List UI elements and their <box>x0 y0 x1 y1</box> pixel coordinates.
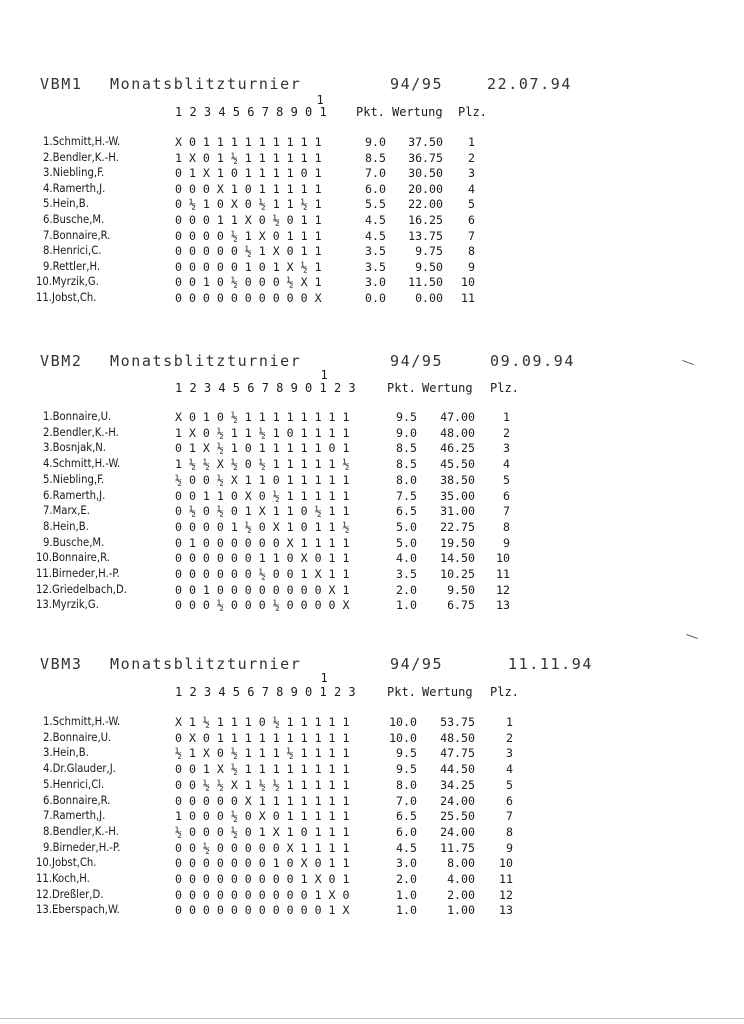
place-value: 3 <box>468 166 475 180</box>
rating-value: 22.00 <box>408 197 443 211</box>
rating-value: 48.50 <box>440 731 475 745</box>
table-row <box>0 841 744 857</box>
rating-header: Wertung <box>422 381 473 395</box>
rating-value: 30.50 <box>408 166 443 180</box>
player-name: 1.Schmitt,H.-W. <box>43 715 121 728</box>
rating-value: 45.50 <box>440 457 475 471</box>
points-value: 8.0 <box>396 778 417 792</box>
tournament-name: Monatsblitzturnier <box>110 352 302 370</box>
rating-value: 53.75 <box>440 715 475 729</box>
place-value: 10 <box>499 856 513 870</box>
rating-value: 8.00 <box>447 856 475 870</box>
points-value: 6.5 <box>396 809 417 823</box>
player-name: 10.Jobst,Ch. <box>36 856 97 869</box>
result-cells: 0 0 0 0 0 X 1 1 1 1 1 1 1 <box>175 794 350 808</box>
result-cells: X 0 1 0 ½ 1 1 1 1 1 1 1 1 <box>175 410 350 424</box>
place-value: 1 <box>468 135 475 149</box>
points-value: 5.5 <box>365 197 386 211</box>
place-value: 12 <box>496 583 510 597</box>
points-value: 2.0 <box>396 583 417 597</box>
rating-value: 34.25 <box>440 778 475 792</box>
rating-value: 2.00 <box>447 888 475 902</box>
place-header: Plz. <box>490 685 519 699</box>
result-cells: 0 1 0 0 0 0 0 0 X 1 1 1 1 <box>175 536 350 550</box>
player-name: 8.Bendler,K.-H. <box>43 825 119 838</box>
rating-value: 24.00 <box>440 825 475 839</box>
rating-value: 47.75 <box>440 746 475 760</box>
result-cells: 1 X 0 ½ 1 1 ½ 1 0 1 1 1 1 <box>175 426 350 440</box>
points-value: 10.0 <box>389 731 417 745</box>
result-cells: X 1 ½ 1 1 1 0 ½ 1 1 1 1 1 <box>175 715 350 729</box>
points-value: 6.0 <box>365 182 386 196</box>
place-value: 2 <box>468 151 475 165</box>
rating-value: 11.75 <box>440 841 475 855</box>
player-name: 2.Bendler,K.-H. <box>43 426 119 439</box>
place-value: 6 <box>506 794 513 808</box>
points-value: 5.0 <box>396 520 417 534</box>
points-value: 9.5 <box>396 746 417 760</box>
place-value: 9 <box>468 260 475 274</box>
points-value: 4.0 <box>396 551 417 565</box>
place-value: 5 <box>503 473 510 487</box>
place-value: 1 <box>503 410 510 424</box>
player-name: 8.Henrici,C. <box>43 244 102 257</box>
player-name: 11.Birneder,H.-P. <box>36 567 120 580</box>
result-cells: 0 0 0 0 1 ½ 0 X 1 0 1 1 ½ <box>175 520 350 534</box>
tournament-date: 09.09.94 <box>490 352 576 370</box>
column-tens-digit: 1 <box>320 671 328 685</box>
tournament-season: 94/95 <box>390 75 444 93</box>
player-name: 1.Bonnaire,U. <box>43 410 112 423</box>
place-value: 11 <box>461 291 475 305</box>
player-name: 6.Busche,M. <box>43 213 105 226</box>
rating-value: 44.50 <box>440 762 475 776</box>
result-cells: 0 0 1 1 0 X 0 ½ 1 1 1 1 1 <box>175 489 350 503</box>
place-value: 13 <box>499 903 513 917</box>
points-value: 9.5 <box>396 410 417 424</box>
result-cells: 0 0 1 0 ½ 0 0 0 ½ X 1 <box>175 275 322 289</box>
player-name: 12.Dreßler,D. <box>36 888 104 901</box>
result-cells: ½ 1 X 0 ½ 1 1 1 ½ 1 1 1 1 <box>175 746 350 760</box>
player-name: 5.Niebling,F. <box>43 473 105 486</box>
rating-value: 13.75 <box>408 229 443 243</box>
rating-value: 24.00 <box>440 794 475 808</box>
table-row <box>0 856 744 872</box>
rating-value: 10.25 <box>440 567 475 581</box>
points-value: 0.0 <box>365 291 386 305</box>
table-row <box>0 872 744 888</box>
tournament-season: 94/95 <box>390 352 444 370</box>
rating-value: 16.25 <box>408 213 443 227</box>
rating-value: 31.00 <box>440 504 475 518</box>
place-value: 2 <box>506 731 513 745</box>
points-value: 8.0 <box>396 473 417 487</box>
points-value: 8.5 <box>396 457 417 471</box>
points-value: 4.5 <box>365 229 386 243</box>
place-value: 3 <box>506 746 513 760</box>
place-value: 6 <box>503 489 510 503</box>
place-value: 2 <box>503 426 510 440</box>
rating-value: 48.00 <box>440 426 475 440</box>
place-value: 1 <box>506 715 513 729</box>
rating-value: 25.50 <box>440 809 475 823</box>
place-value: 9 <box>503 536 510 550</box>
result-cells: 0 0 0 0 0 ½ 1 X 0 1 1 <box>175 244 322 258</box>
result-cells: 0 0 0 0 0 0 0 1 0 X 0 1 1 <box>175 856 350 870</box>
place-value: 4 <box>468 182 475 196</box>
player-name: 3.Bosnjak,N. <box>43 441 106 454</box>
points-header: Pkt. <box>356 105 385 119</box>
points-header: Pkt. <box>387 685 416 699</box>
table-row <box>0 715 744 731</box>
table-row <box>0 809 744 825</box>
points-value: 4.5 <box>396 841 417 855</box>
player-name: 6.Ramerth,J. <box>43 489 106 502</box>
column-numbers-header: 1 2 3 4 5 6 7 8 9 0 1 <box>175 105 327 119</box>
rating-header: Wertung <box>392 105 443 119</box>
points-value: 7.0 <box>396 794 417 808</box>
tournament-code: VBM2 <box>40 352 83 370</box>
rating-value: 6.75 <box>447 598 475 612</box>
table-row <box>0 731 744 747</box>
player-name: 4.Ramerth,J. <box>43 182 106 195</box>
player-name: 3.Hein,B. <box>43 746 89 759</box>
page-bottom-edge <box>0 1018 744 1019</box>
rating-value: 14.50 <box>440 551 475 565</box>
player-name: 4.Dr.Glauder,J. <box>43 762 116 775</box>
player-name: 11.Jobst,Ch. <box>36 291 97 304</box>
place-value: 9 <box>506 841 513 855</box>
rating-value: 37.50 <box>408 135 443 149</box>
place-value: 3 <box>503 441 510 455</box>
result-cells: 0 0 ½ 0 0 0 0 0 X 1 1 1 1 <box>175 841 350 855</box>
rating-value: 9.50 <box>415 260 443 274</box>
rating-value: 4.00 <box>447 872 475 886</box>
player-name: 5.Hein,B. <box>43 197 89 210</box>
rating-value: 11.50 <box>408 275 443 289</box>
points-value: 1.0 <box>396 598 417 612</box>
result-cells: 0 0 1 0 0 0 0 0 0 0 0 X 1 <box>175 583 350 597</box>
rating-value: 19.50 <box>440 536 475 550</box>
place-value: 5 <box>468 197 475 211</box>
player-name: 6.Bonnaire,R. <box>43 794 111 807</box>
rating-value: 46.25 <box>440 441 475 455</box>
player-name: 4.Schmitt,H.-W. <box>43 457 121 470</box>
tournament-name: Monatsblitzturnier <box>110 75 302 93</box>
player-name: 1.Schmitt,H.-W. <box>43 135 121 148</box>
points-value: 9.0 <box>396 426 417 440</box>
points-value: 3.0 <box>365 275 386 289</box>
tournament-code: VBM3 <box>40 655 83 673</box>
rating-value: 22.75 <box>440 520 475 534</box>
column-numbers-header: 1 2 3 4 5 6 7 8 9 0 1 2 3 <box>175 685 356 699</box>
rating-header: Wertung <box>422 685 473 699</box>
player-name: 7.Bonnaire,R. <box>43 229 111 242</box>
place-value: 8 <box>506 825 513 839</box>
rating-value: 35.00 <box>440 489 475 503</box>
result-cells: 0 0 0 1 1 X 0 ½ 0 1 1 <box>175 213 322 227</box>
table-row <box>0 794 744 810</box>
points-header: Pkt. <box>387 381 416 395</box>
column-numbers-header: 1 2 3 4 5 6 7 8 9 0 1 2 3 <box>175 381 356 395</box>
place-value: 6 <box>468 213 475 227</box>
points-value: 7.5 <box>396 489 417 503</box>
result-cells: 0 1 X ½ 1 0 1 1 1 1 1 0 1 <box>175 441 350 455</box>
result-cells: 0 ½ 1 0 X 0 ½ 1 1 ½ 1 <box>175 197 322 211</box>
place-value: 11 <box>496 567 510 581</box>
column-tens-digit: 1 <box>316 93 324 107</box>
result-cells: 0 0 ½ ½ X 1 ½ ½ 1 1 1 1 1 <box>175 778 350 792</box>
result-cells: 0 0 0 0 0 1 0 1 X ½ 1 <box>175 260 322 274</box>
result-cells: 0 0 0 0 0 0 1 1 0 X 0 1 1 <box>175 551 350 565</box>
player-name: 9.Busche,M. <box>43 536 105 549</box>
tournament-code: VBM1 <box>40 75 83 93</box>
points-value: 9.5 <box>396 762 417 776</box>
place-value: 4 <box>506 762 513 776</box>
points-value: 5.0 <box>396 536 417 550</box>
result-cells: 1 X 0 1 ½ 1 1 1 1 1 1 <box>175 151 322 165</box>
result-cells: 0 0 0 X 1 0 1 1 1 1 1 <box>175 182 322 196</box>
rating-value: 47.00 <box>440 410 475 424</box>
rating-value: 38.50 <box>440 473 475 487</box>
result-cells: 0 0 0 ½ 0 0 0 ½ 0 0 0 0 X <box>175 598 350 612</box>
place-value: 10 <box>461 275 475 289</box>
result-cells: 0 0 0 0 0 0 ½ 0 0 1 X 1 1 <box>175 567 350 581</box>
place-value: 7 <box>503 504 510 518</box>
points-value: 2.0 <box>396 872 417 886</box>
result-cells: 0 0 1 X ½ 1 1 1 1 1 1 1 1 <box>175 762 350 776</box>
place-value: 5 <box>506 778 513 792</box>
player-name: 7.Ramerth,J. <box>43 809 106 822</box>
rating-value: 20.00 <box>408 182 443 196</box>
table-row <box>0 825 744 841</box>
rating-value: 0.00 <box>415 291 443 305</box>
tournament-season: 94/95 <box>390 655 444 673</box>
place-header: Plz. <box>458 105 487 119</box>
player-name: 10.Myrzik,G. <box>36 275 99 288</box>
player-name: 13.Eberspach,W. <box>36 903 120 916</box>
result-cells: 0 0 0 0 0 0 0 0 0 0 0 1 X <box>175 903 350 917</box>
place-value: 8 <box>468 244 475 258</box>
player-name: 3.Niebling,F. <box>43 166 105 179</box>
place-value: 13 <box>496 598 510 612</box>
result-cells: 0 X 0 1 1 1 1 1 1 1 1 1 1 <box>175 731 350 745</box>
points-value: 7.0 <box>365 166 386 180</box>
table-row <box>0 903 744 919</box>
player-name: 11.Koch,H. <box>36 872 90 885</box>
points-value: 3.0 <box>396 856 417 870</box>
tournament-date: 11.11.94 <box>508 655 594 673</box>
player-name: 2.Bendler,K.-H. <box>43 151 119 164</box>
player-name: 5.Henrici,Cl. <box>43 778 105 791</box>
points-value: 3.5 <box>365 244 386 258</box>
tournament-date: 22.07.94 <box>487 75 573 93</box>
result-cells: 0 1 X 1 0 1 1 1 1 0 1 <box>175 166 322 180</box>
place-value: 7 <box>506 809 513 823</box>
column-tens-digit: 1 <box>320 368 328 382</box>
points-value: 1.0 <box>396 903 417 917</box>
points-value: 6.5 <box>396 504 417 518</box>
place-value: 8 <box>503 520 510 534</box>
rating-value: 36.75 <box>408 151 443 165</box>
player-name: 2.Bonnaire,U. <box>43 731 112 744</box>
table-row <box>0 762 744 778</box>
points-value: 1.0 <box>396 888 417 902</box>
player-name: 7.Marx,E. <box>43 504 90 517</box>
table-row <box>0 888 744 904</box>
player-name: 9.Birneder,H.-P. <box>43 841 121 854</box>
points-value: 4.5 <box>365 213 386 227</box>
result-cells: ½ 0 0 0 ½ 0 1 X 1 0 1 1 1 <box>175 825 350 839</box>
place-header: Plz. <box>490 381 519 395</box>
points-value: 6.0 <box>396 825 417 839</box>
result-cells: 0 0 0 0 0 0 0 0 0 1 X 0 1 <box>175 872 350 886</box>
result-cells: ½ 0 0 ½ X 1 1 0 1 1 1 1 1 <box>175 473 350 487</box>
place-value: 10 <box>496 551 510 565</box>
table-row <box>0 778 744 794</box>
place-value: 12 <box>499 888 513 902</box>
result-cells: 0 0 0 0 0 0 0 0 0 0 X <box>175 291 322 305</box>
result-cells: 0 0 0 0 0 0 0 0 0 0 1 X 0 <box>175 888 350 902</box>
player-name: 10.Bonnaire,R. <box>36 551 110 564</box>
tournament-name: Monatsblitzturnier <box>110 655 302 673</box>
result-cells: 0 0 0 0 ½ 1 X 0 1 1 1 <box>175 229 322 243</box>
player-name: 8.Hein,B. <box>43 520 89 533</box>
result-cells: 1 0 0 0 ½ 0 X 0 1 1 1 1 1 <box>175 809 350 823</box>
points-value: 8.5 <box>396 441 417 455</box>
points-value: 3.5 <box>396 567 417 581</box>
points-value: 3.5 <box>365 260 386 274</box>
place-value: 11 <box>499 872 513 886</box>
rating-value: 9.50 <box>447 583 475 597</box>
points-value: 10.0 <box>389 715 417 729</box>
player-name: 9.Rettler,H. <box>43 260 101 273</box>
player-name: 12.Griedelbach,D. <box>36 583 127 596</box>
place-value: 7 <box>468 229 475 243</box>
points-value: 9.0 <box>365 135 386 149</box>
table-row <box>0 746 744 762</box>
result-cells: X 0 1 1 1 1 1 1 1 1 1 <box>175 135 322 149</box>
player-name: 13.Myrzik,G. <box>36 598 99 611</box>
rating-value: 1.00 <box>447 903 475 917</box>
result-cells: 0 ½ 0 ½ 0 1 X 1 1 0 ½ 1 1 <box>175 504 350 518</box>
points-value: 8.5 <box>365 151 386 165</box>
result-cells: 1 ½ ½ X ½ 0 ½ 1 1 1 1 1 ½ <box>175 457 350 471</box>
rating-value: 9.75 <box>415 244 443 258</box>
place-value: 4 <box>503 457 510 471</box>
